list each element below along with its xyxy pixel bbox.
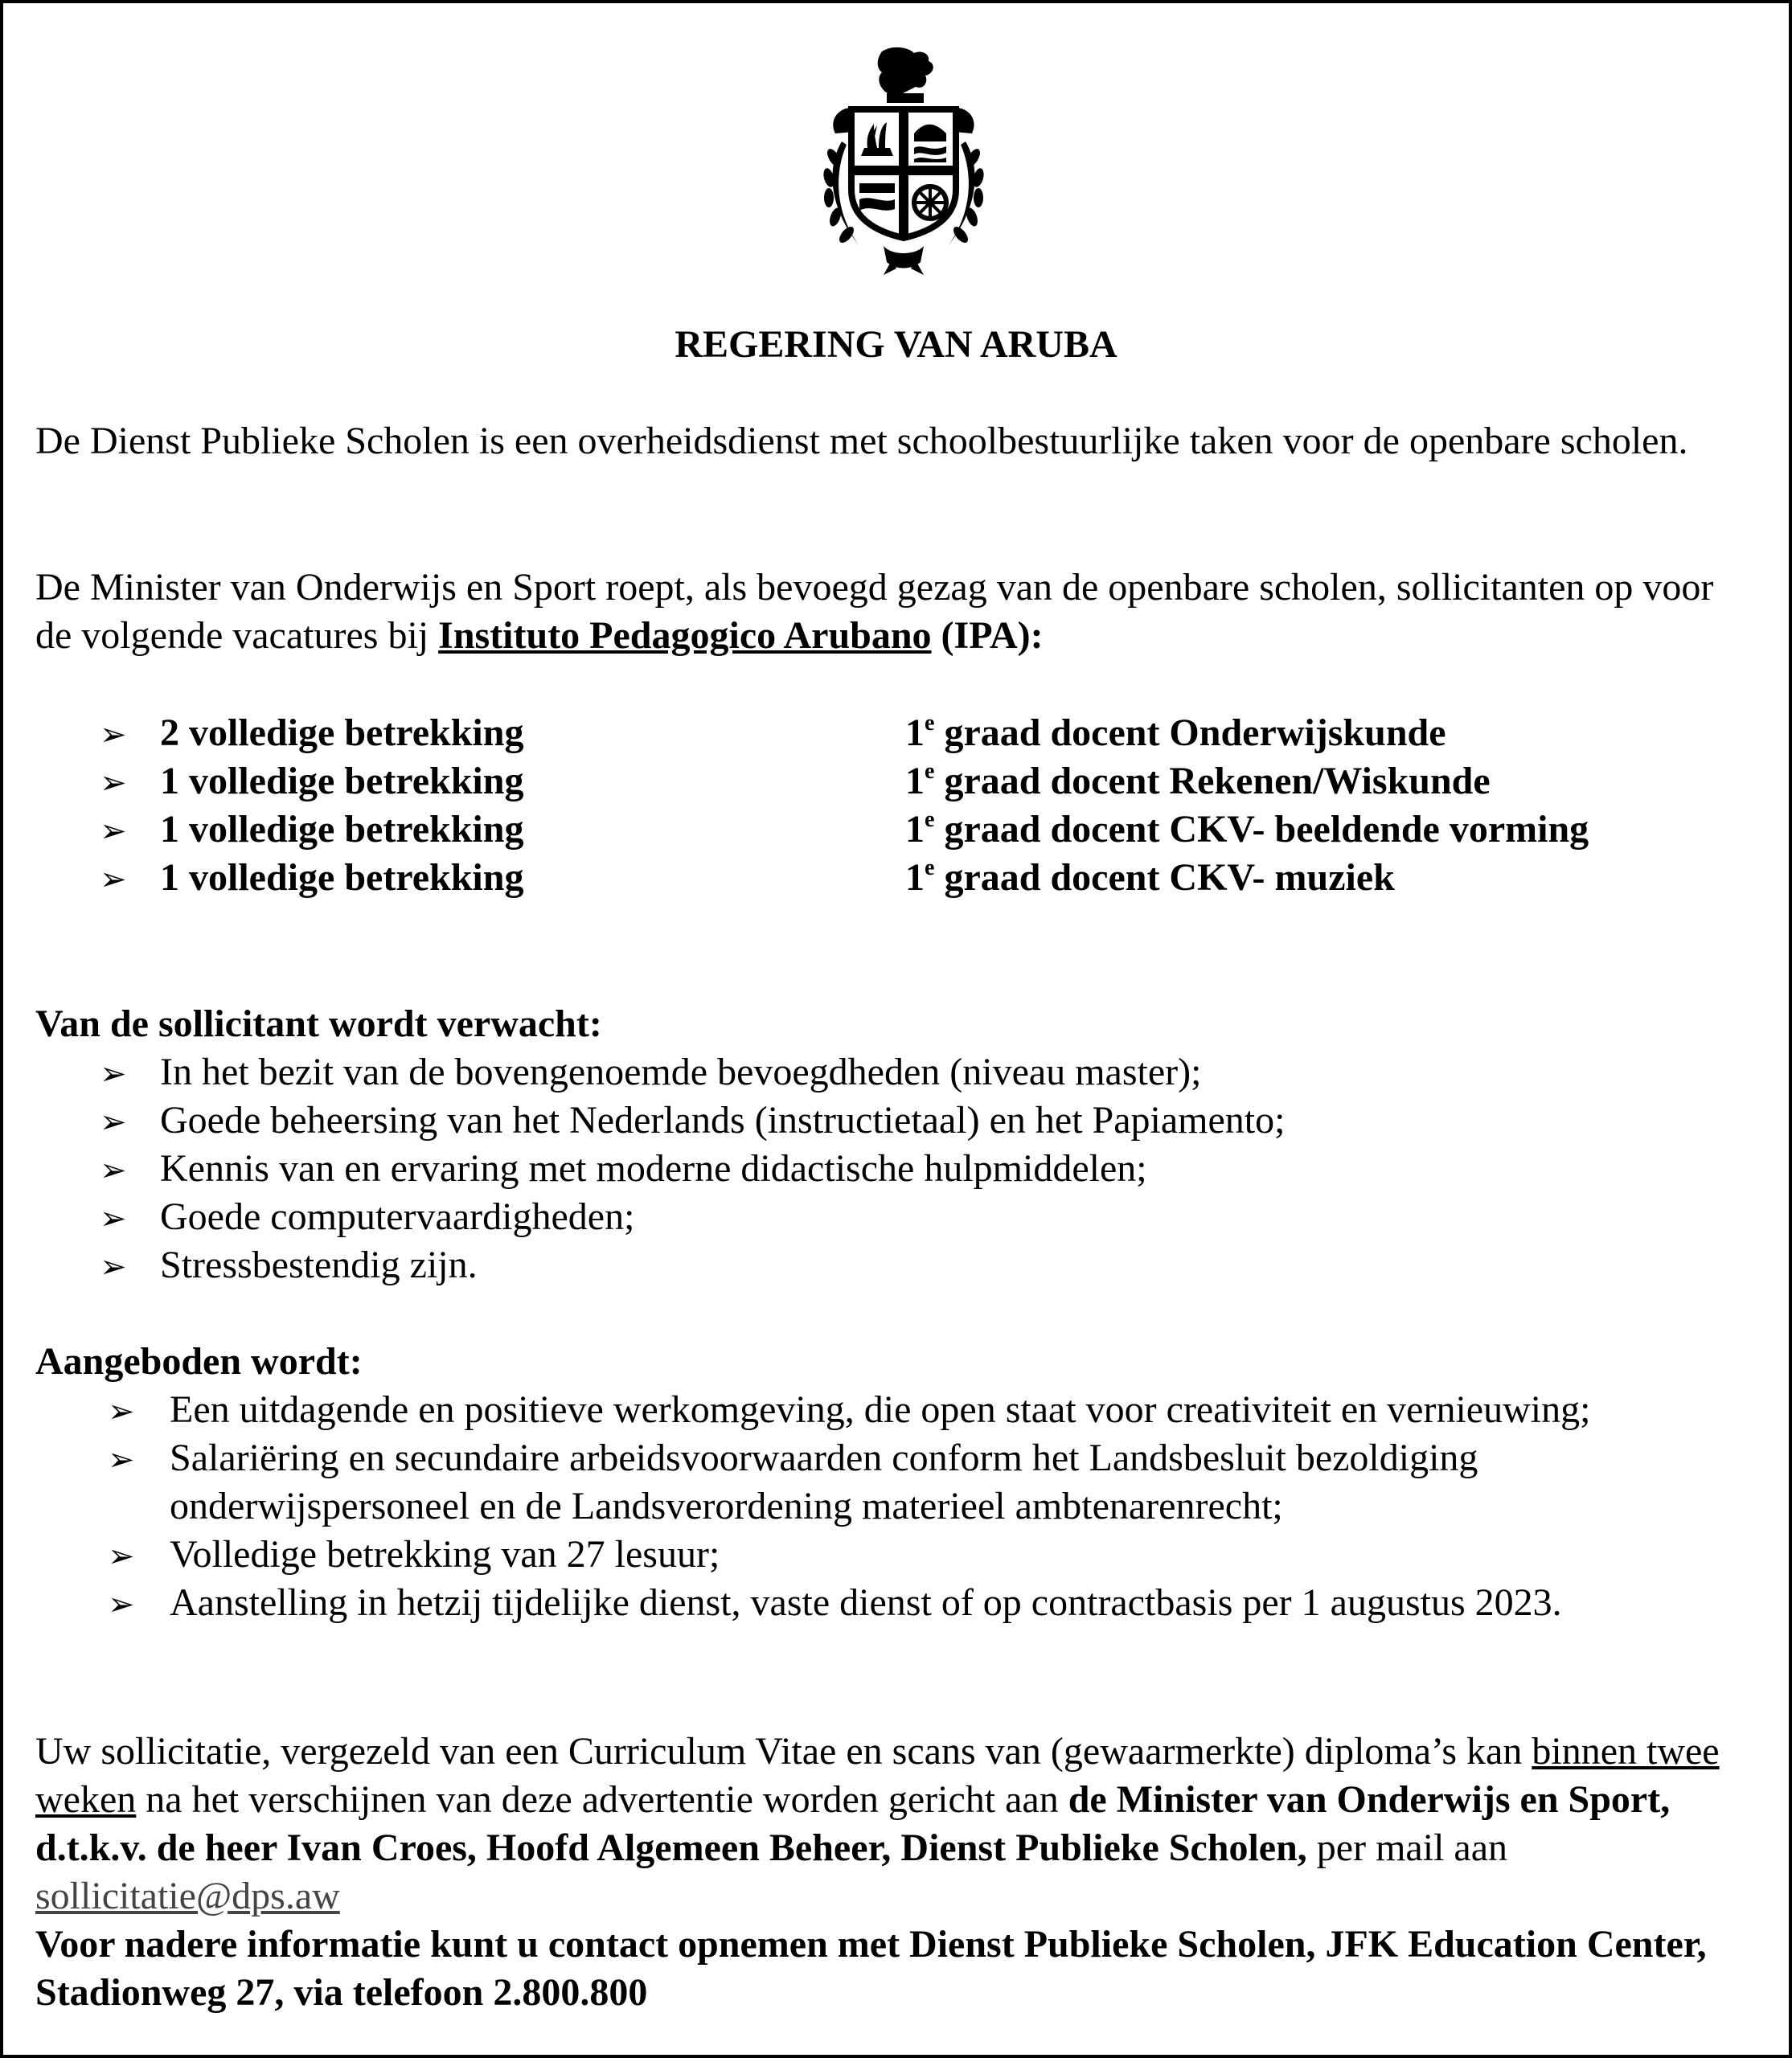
coat-of-arms-icon (803, 45, 1004, 277)
institute-name: Instituto Pedagogico Arubano (438, 614, 932, 657)
requirement-item: Goede beheersing van het Nederlands (instructietaal) en het Papiamento; (160, 1099, 1286, 1142)
bullet-arrow-icon: ➢ (100, 813, 127, 850)
vacancy-count: 1 volledige betrekking (160, 760, 524, 802)
grade-superscript: e (925, 711, 935, 736)
offer-item: Een uitdagende en positieve werkomgeving, die open staat voor creativiteit en vernieuwing; (170, 1388, 1591, 1431)
offer-item-continuation: onderwijspersoneel en de Landsverordening materieel ambtenarenrecht; (170, 1485, 1283, 1527)
bullet-arrow-icon: ➢ (108, 1538, 135, 1575)
position-title: graad docent Rekenen/Wiskunde (934, 760, 1491, 802)
requirement-item: Stressbestendig zijn. (160, 1244, 478, 1286)
contact-info: Voor nadere informatie kunt u contact opnemen met Dienst Publieke Scholen, JFK Education Center, Stadionweg 27, via telefoon 2.800.800 (35, 1923, 1707, 2014)
offer-heading: Aangeboden wordt: (35, 1340, 363, 1383)
email-link[interactable]: sollicitatie@dps.aw (35, 1875, 340, 1917)
page-title: REGERING VAN ARUBA (675, 323, 1117, 366)
grade-number: 1 (905, 760, 925, 802)
bullet-arrow-icon: ➢ (108, 1441, 135, 1478)
requirement-item: Goede computervaardigheden; (160, 1195, 635, 1238)
grade-superscript: e (925, 855, 935, 880)
vacancy-position (905, 854, 1395, 902)
grade-number: 1 (905, 808, 925, 851)
vacancy-position (905, 757, 1491, 806)
closing-text: per mail aan (1306, 1826, 1508, 1869)
position-title: graad docent CKV- muziek (934, 856, 1395, 899)
bullet-arrow-icon: ➢ (100, 1200, 127, 1237)
requirements-heading: Van de sollicitant wordt verwacht: (35, 1002, 602, 1045)
position-title: graad docent CKV- beeldende vorming (934, 808, 1589, 851)
addressee-text: de Minister van Onderwijs en Sport, d.t.k.v. de heer Ivan Croes, Hoofd Algemeen Beheer, Dienst Publieke Scholen, (35, 1778, 1671, 1869)
closing-text: na het verschijnen van deze advertentie worden gericht aan (136, 1778, 1068, 1821)
grade-number: 1 (905, 711, 925, 754)
requirement-item: In het bezit van de bovengenoemde bevoegdheden (niveau master); (160, 1051, 1202, 1093)
bullet-arrow-icon: ➢ (100, 1056, 127, 1093)
deadline-text: binnen twee weken (35, 1730, 1720, 1821)
requirement-item: Kennis van en ervaring met moderne didactische hulpmiddelen; (160, 1147, 1147, 1190)
offer-item: Volledige betrekking van 27 lesuur; (170, 1533, 720, 1576)
offer-item: Salariëring en secundaire arbeidsvoorwaarden conform het Landsbesluit bezoldiging (170, 1437, 1478, 1479)
vacancy-position (905, 806, 1589, 854)
bullet-arrow-icon: ➢ (100, 1152, 127, 1189)
bullet-arrow-icon: ➢ (100, 716, 127, 753)
closing-paragraph (35, 1728, 1764, 2017)
bullet-arrow-icon: ➢ (108, 1586, 135, 1623)
vacancy-count: 1 volledige betrekking (160, 808, 524, 851)
grade-superscript: e (925, 807, 935, 832)
grade-superscript: e (925, 759, 935, 784)
vacancy-count: 2 volledige betrekking (160, 711, 524, 754)
bullet-arrow-icon: ➢ (100, 861, 127, 898)
grade-number: 1 (905, 856, 925, 899)
bullet-arrow-icon: ➢ (108, 1393, 135, 1430)
bullet-arrow-icon: ➢ (100, 1104, 127, 1141)
institute-abbr: (IPA): (931, 614, 1044, 657)
vacancy-intro-text: De Minister van Onderwijs en Sport roept, als bevoegd gezag van de openbare scholen, sollicitanten op voor de volgende vacatures bij (35, 566, 1714, 657)
vacancy-count: 1 volledige betrekking (160, 856, 524, 899)
intro-paragraph: De Dienst Publieke Scholen is een overheidsdienst met schoolbestuurlijke taken voor de openbare scholen. (35, 420, 1688, 462)
vacancy-position (905, 709, 1446, 757)
position-title: graad docent Onderwijskunde (934, 711, 1446, 754)
vacancy-intro-paragraph (35, 564, 1757, 660)
bullet-arrow-icon: ➢ (100, 1248, 127, 1285)
closing-text: Uw sollicitatie, vergezeld van een Curriculum Vitae en scans van (gewaarmerkte) diploma’s kan (35, 1730, 1532, 1773)
offer-item: Aanstelling in hetzij tijdelijke dienst, vaste dienst of op contractbasis per 1 augustus 2023. (170, 1581, 1562, 1624)
bullet-arrow-icon: ➢ (100, 765, 127, 801)
